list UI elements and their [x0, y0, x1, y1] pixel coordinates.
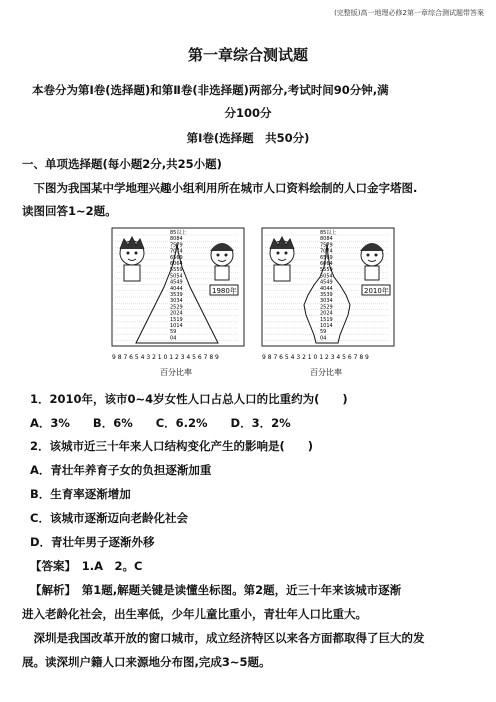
age-label: 8084: [320, 236, 333, 243]
age-label: 7579: [170, 242, 183, 249]
question-intro-line-2: 读图回答1~2题。: [22, 204, 117, 218]
question-1-options: A．3% B．6% C．6.2% D．3．2%: [30, 416, 291, 430]
age-label: 1519: [320, 316, 333, 323]
age-label: 4549: [170, 279, 183, 286]
header-note: (完整版)高一地理必修2第一章综合测试题带答案: [334, 9, 484, 17]
question-2-option-b: B．生育率逐渐增加: [30, 487, 131, 501]
age-label: 6064: [170, 261, 183, 267]
age-label: 1014: [170, 323, 183, 329]
age-label: 4549: [320, 279, 333, 286]
question-intro-line-1: 下图为我国某中学地理兴趣小组利用所在城市人口资料绘制的人口金字塔图.: [22, 181, 418, 195]
pyramid-1980: [112, 228, 244, 361]
age-label: 1014: [320, 323, 333, 329]
intro-line-2: 分100分: [224, 106, 272, 120]
age-label: 3034: [170, 298, 183, 305]
pyramid-svg: [110, 225, 410, 380]
age-label: 2024: [320, 310, 333, 317]
question-2-option-a: A．青壮年养育子女的负担逐渐加重: [30, 463, 212, 477]
age-label: 5054: [170, 273, 183, 280]
age-label: 7579: [320, 242, 333, 249]
section-heading: 第Ⅰ卷(选择题 共50分): [186, 131, 310, 145]
caption-1980: 百分比率: [160, 368, 192, 377]
age-label: 7074: [170, 248, 183, 255]
age-label: 6569: [320, 254, 333, 261]
axis-ticks-2010: 9 8 7 6 5 4 3 2 1 0 1 2 3 4 5 6 7 8 9: [262, 354, 369, 361]
age-label: 59: [320, 329, 327, 336]
age-label: 6064: [320, 261, 333, 267]
pyramid-figures: [110, 225, 410, 380]
age-label: 5559: [170, 267, 183, 274]
age-label: 5559: [320, 267, 333, 274]
year-label-2010: 2010年: [364, 287, 389, 295]
analysis-line-2: 进入老龄化社会，出生率低，少年儿童比重小，青壮年人口比重大。: [22, 607, 367, 621]
age-label: 04: [170, 335, 177, 342]
shenzhen-line-1: 深圳是我国改革开放的窗口城市，成立经济特区以来各方面都取得了巨大的发: [22, 631, 425, 645]
age-label: 59: [170, 329, 177, 336]
shenzhen-line-2: 展。读深圳户籍人口来源地分布图,完成3~5题。: [22, 655, 271, 669]
age-label: 3034: [320, 298, 333, 305]
intro-line-1: 本卷分为第Ⅰ卷(选择题)和第Ⅱ卷(非选择题)两部分,考试时间90分钟,满: [32, 83, 389, 97]
age-label: 85以上: [320, 230, 337, 236]
age-label: 85以上: [170, 230, 187, 236]
age-label: 2529: [320, 304, 333, 311]
age-label: 2024: [170, 310, 183, 317]
caption-2010: 百分比率: [310, 368, 342, 377]
pyramid-2010: [262, 228, 394, 361]
age-label: 4044: [170, 285, 183, 292]
axis-ticks-1980: 9 8 7 6 5 4 3 2 1 0 1 2 3 4 5 6 7 8 9: [112, 354, 219, 361]
part-heading: 一、单项选择题(每小题2分,共25小题): [22, 157, 222, 171]
age-label: 04: [320, 335, 327, 342]
analysis-line-1: 【解析】 第1题,解题关键是读懂坐标图。第2题，近三十年来该城市逐渐: [30, 583, 402, 597]
age-label: 3539: [320, 292, 333, 298]
age-label: 7074: [320, 248, 333, 255]
age-label: 6569: [170, 254, 183, 261]
question-2-option-c: C．该城市逐渐迈向老龄化社会: [30, 511, 188, 525]
question-1: 1．2010年，该市0~4岁女性人口占总人口的比重约为( ): [30, 392, 348, 406]
year-label-1980: 1980年: [212, 287, 237, 295]
age-label: 1519: [170, 316, 183, 323]
page-title: 第一章综合测试题: [187, 46, 308, 64]
age-label: 2529: [170, 304, 183, 311]
age-label: 5054: [320, 273, 333, 280]
age-label: 3539: [170, 292, 183, 298]
age-label: 4044: [320, 285, 333, 292]
answer: 【答案】 1.A 2。C: [30, 559, 143, 573]
question-2: 2．该城市近三十年来人口结构变化产生的影响是( ): [30, 439, 314, 453]
age-label: 8084: [170, 236, 183, 243]
question-2-option-d: D．青壮年男子逐渐外移: [30, 535, 155, 549]
